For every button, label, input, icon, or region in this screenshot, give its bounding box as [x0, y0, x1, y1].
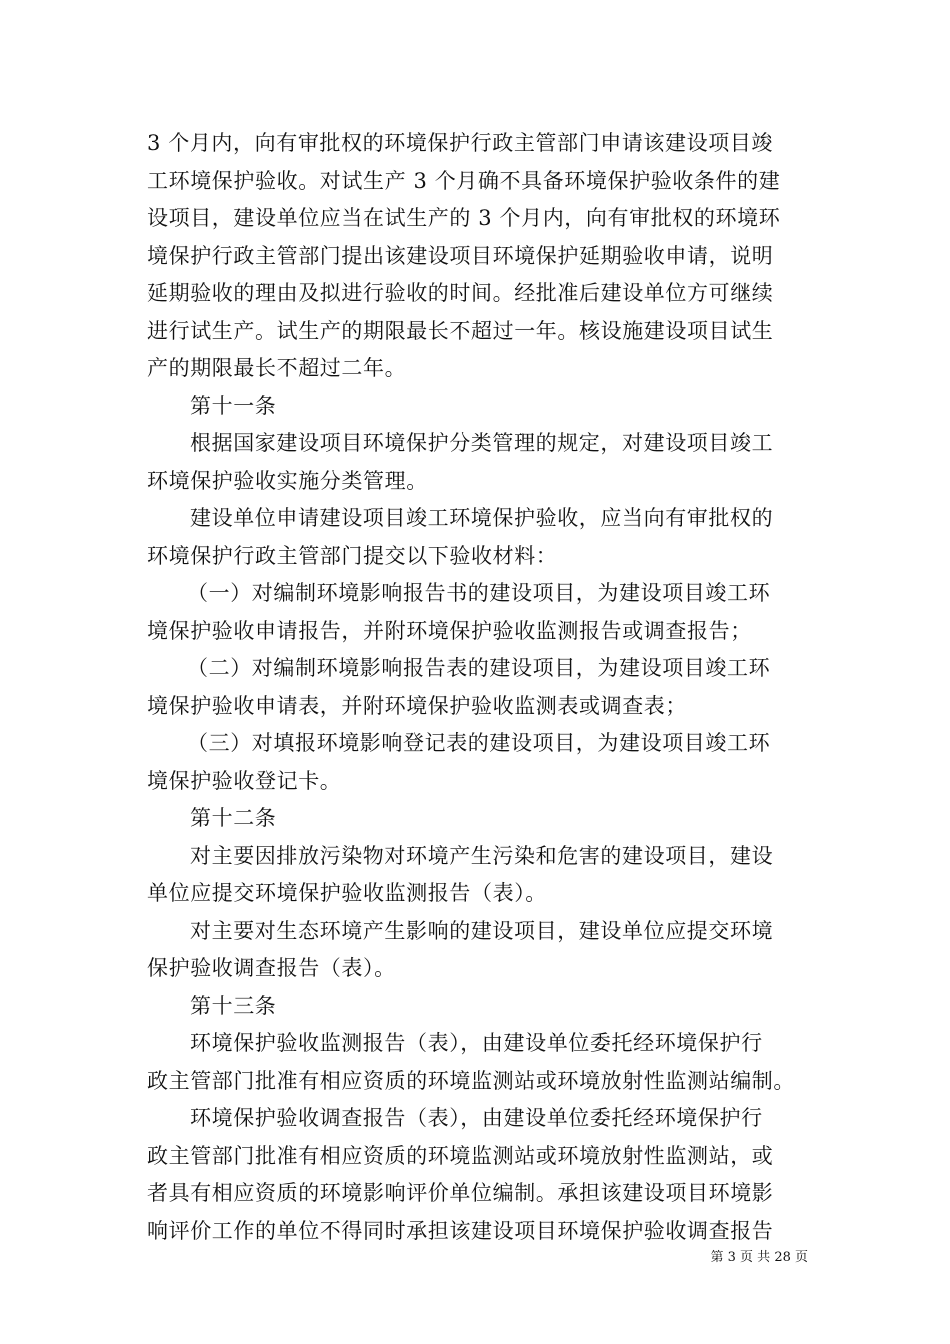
- text-line: 环境保护行政主管部门提交以下验收材料：: [147, 543, 558, 568]
- text-line: 对主要因排放污染物对环境产生污染和危害的建设项目，建设: [190, 843, 774, 868]
- text-line: 保护验收调查报告（表）。: [147, 956, 396, 980]
- text-line: 3 个月内，向有审批权的环境保护行政主管部门申请该建设项目竣: [147, 131, 774, 155]
- text-line: 境保护验收申请表，并附环境保护验收监测表或调查表；: [147, 693, 687, 718]
- text-line: 单位应提交环境保护验收监测报告（表）。: [147, 881, 547, 905]
- text-line: 第十三条: [190, 993, 277, 1018]
- text-line: 者具有相应资质的环境影响评价单位编制。承担该建设项目环境影: [147, 1181, 774, 1205]
- text-line: 政主管部门批准有相应资质的环境监测站或环境放射性监测站，或: [147, 1143, 774, 1168]
- text-line: 工环境保护验收。对试生产 3 个月确不具备环境保护验收条件的建: [147, 168, 781, 193]
- text-line: （一）对编制环境影响报告书的建设项目，为建设项目竣工环: [187, 581, 771, 605]
- text-line: 境保护验收登记卡。: [147, 768, 342, 793]
- text-line: 进行试生产。试生产的期限最长不超过一年。核设施建设项目试生: [147, 318, 774, 343]
- text-line: 根据国家建设项目环境保护分类管理的规定，对建设项目竣工: [190, 431, 774, 455]
- document-body: [147, 125, 812, 1250]
- text-line: 环境保护验收调查报告（表），由建设单位委托经环境保护行: [190, 1106, 763, 1130]
- text-line: 第十一条: [190, 393, 277, 418]
- text-line: 政主管部门批准有相应资质的环境监测站或环境放射性监测站编制。: [147, 1068, 795, 1093]
- text-line: 对主要对生态环境产生影响的建设项目，建设单位应提交环境: [190, 918, 774, 943]
- text-line: 第十二条: [190, 806, 277, 830]
- text-line: 境保护行政主管部门提出该建设项目环境保护延期验收申请，说明: [147, 243, 774, 268]
- text-line: （二）对编制环境影响报告表的建设项目，为建设项目竣工环: [187, 656, 771, 680]
- text-line: 响评价工作的单位不得同时承担该建设项目环境保护验收调查报告: [147, 1218, 774, 1243]
- text-line: （三）对填报环境影响登记表的建设项目，为建设项目竣工环: [187, 731, 771, 755]
- text-line: 延期验收的理由及拟进行验收的时间。经批准后建设单位方可继续: [147, 281, 774, 305]
- text-line: 设项目，建设单位应当在试生产的 3 个月内，向有审批权的环境环: [147, 206, 781, 230]
- text-line: 产的期限最长不超过二年。: [147, 356, 407, 380]
- text-line: 环境保护验收实施分类管理。: [147, 468, 428, 493]
- text-line: 环境保护验收监测报告（表），由建设单位委托经环境保护行: [190, 1031, 763, 1055]
- text-line: 建设单位申请建设项目竣工环境保护验收，应当向有审批权的: [190, 506, 774, 530]
- page-number-footer: 第 3 页 共 28 页: [710, 1250, 808, 1265]
- text-line: 境保护验收申请报告，并附环境保护验收监测报告或调查报告；: [147, 618, 752, 643]
